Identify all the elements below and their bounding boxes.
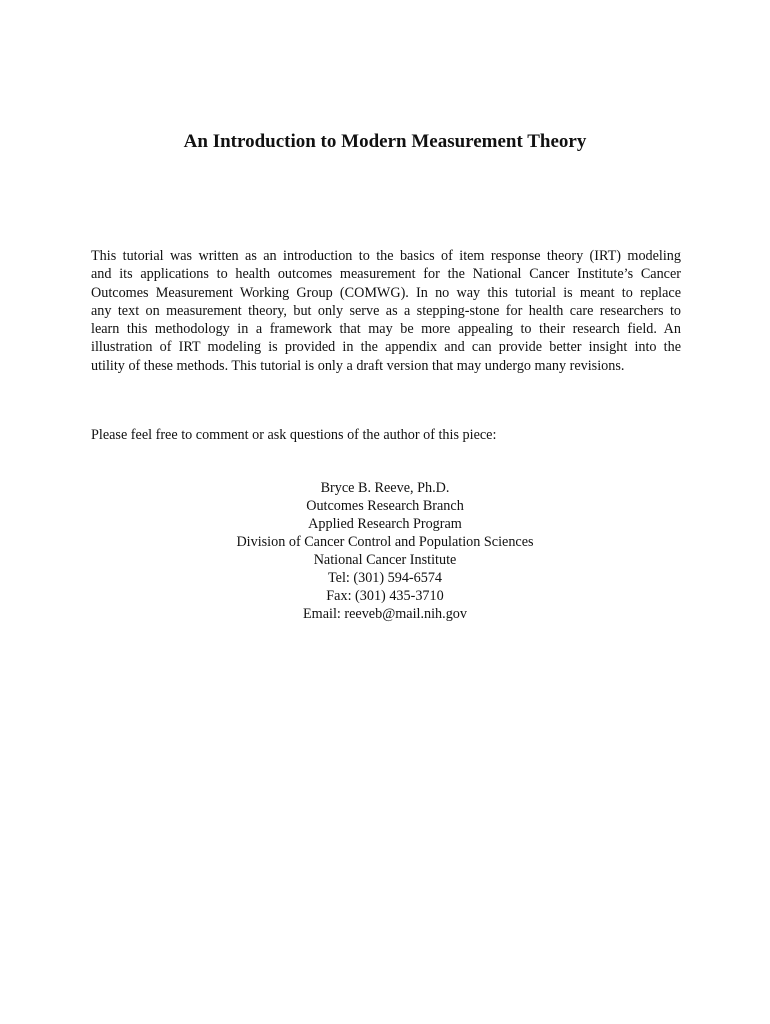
document-title: An Introduction to Modern Measurement Theory <box>183 131 587 152</box>
author-division: Division of Cancer Control and Population Sciences <box>236 534 534 550</box>
author-name: Bryce B. Reeve, Ph.D. <box>320 480 450 496</box>
invite-text: Please feel free to comment or ask questions of the author of this piece: <box>91 427 497 443</box>
author-fax: Fax: (301) 435-3710 <box>326 588 444 604</box>
intro-paragraph <box>91 247 681 375</box>
author-institute: National Cancer Institute <box>313 552 457 568</box>
intro-line: illustration of IRT modeling is provided in the appendix and can provide better insight into the <box>91 339 681 356</box>
intro-line: Outcomes Measurement Working Group (COMWG). In no way this tutorial is meant to replace <box>91 284 681 301</box>
author-contact-block <box>0 479 770 623</box>
intro-line: any text on measurement theory, but only serve as a stepping-stone for health care researchers to <box>91 302 681 319</box>
intro-line: and its applications to health outcomes measurement for the National Cancer Institute’s Cancer <box>91 266 681 283</box>
intro-line: utility of these methods. This tutorial is only a draft version that may undergo many revisions. <box>91 357 625 374</box>
intro-line: This tutorial was written as an introduction to the basics of item response theory (IRT) modeling <box>91 248 681 264</box>
author-program: Applied Research Program <box>308 516 462 532</box>
author-tel: Tel: (301) 594-6574 <box>327 570 443 586</box>
author-email: Email: reeveb@mail.nih.gov <box>303 606 467 622</box>
intro-line: learn this methodology in a framework that may be more appealing to their research field. An <box>91 321 681 338</box>
author-branch: Outcomes Research Branch <box>306 498 464 514</box>
